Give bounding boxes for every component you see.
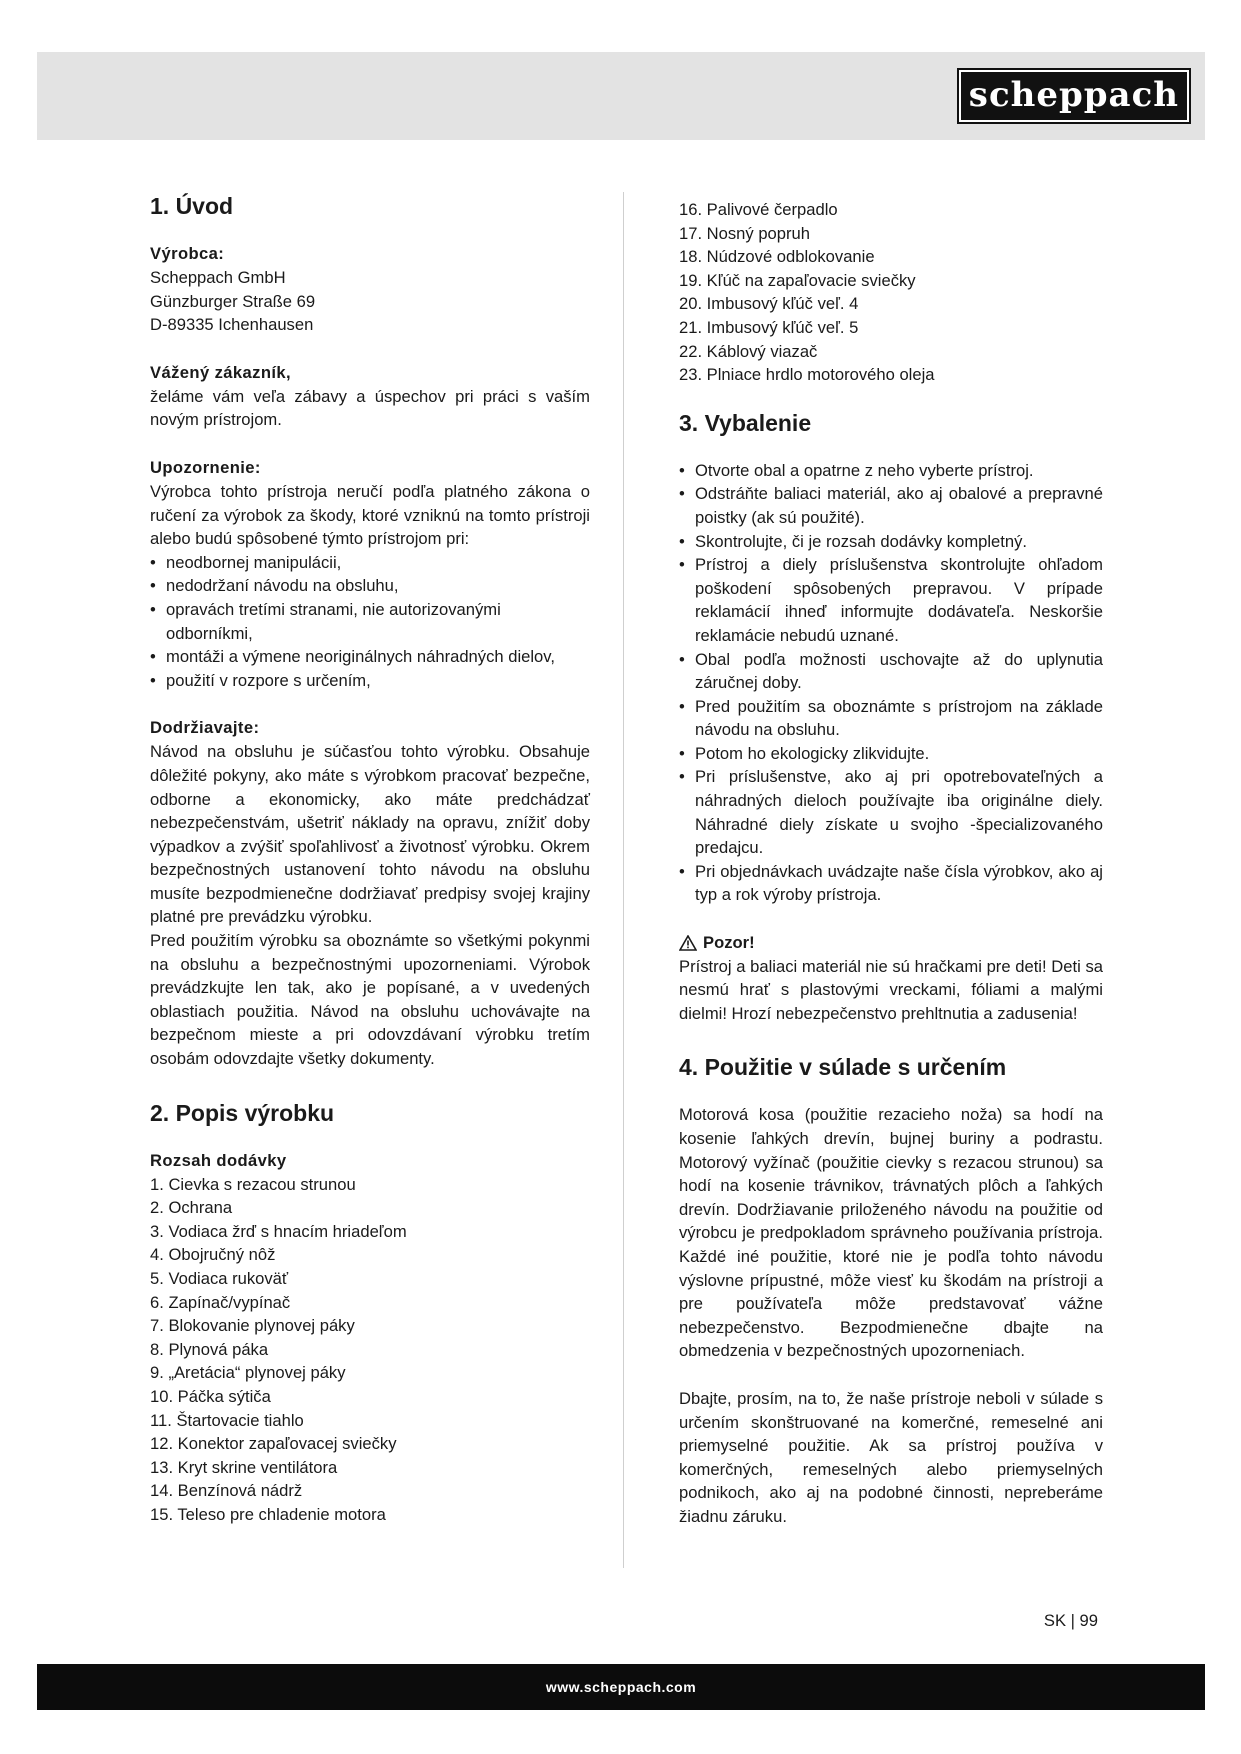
list-item: 6. Zapínač/vypínač bbox=[150, 1292, 291, 1312]
list-item: • Odstráňte baliaci materiál, ako aj obalové a prepravné poistky (ak sú použité). bbox=[679, 482, 1103, 529]
notice-list bbox=[150, 551, 590, 693]
list-item: 5. Vodiaca rukoväť bbox=[150, 1269, 289, 1288]
dear-customer-label: Vážený zákazník, bbox=[150, 362, 292, 382]
list-item: • Prístroj a diely príslušenstva skontrolujte ohľadom poškodení spôsobených prepravou. V prípade reklamácií ihneď informujte dodávateľa. Neskoršie reklamácie nebudú uznané. bbox=[679, 553, 1103, 647]
warning-triangle-icon bbox=[679, 935, 697, 951]
page-number: SK | 99 bbox=[1043, 1611, 1098, 1630]
list-item: 15. Teleso pre chladenie motora bbox=[150, 1504, 386, 1524]
right-column bbox=[679, 198, 1103, 1529]
observe-label: Dodržiavajte: bbox=[150, 718, 260, 738]
parts-list bbox=[150, 1173, 590, 1527]
list-item: 12. Konektor zapaľovacej sviečky bbox=[150, 1434, 397, 1454]
list-item: 7. Blokovanie plynovej páky bbox=[150, 1316, 355, 1336]
intended-use-heading: 4. Použitie v súlade s určením bbox=[679, 1054, 1007, 1081]
warning-text: Prístroj a baliaci materiál nie sú hračkami pre deti! Deti sa nesmú hrať s plastovými vreckami, fóliami a malými dielmi! Hrozí nebezpečenstvo prehltnutia a zadusenia! bbox=[679, 956, 1103, 1023]
list-item: 21. Imbusový kľúč veľ. 5 bbox=[679, 317, 859, 337]
list-item: • Pri príslušenstve, ako aj pri opotrebovateľných a náhradných dieloch používajte iba originálne diely. Náhradné diely získate u svojho -špecializovaného predajcu. bbox=[679, 765, 1103, 859]
parts-list-continued bbox=[679, 198, 1103, 387]
intro-heading: 1. Úvod bbox=[150, 193, 234, 219]
list-item: 13. Kryt skrine ventilátora bbox=[150, 1457, 338, 1477]
list-item: 22. Káblový viazač bbox=[679, 341, 818, 361]
list-item: 8. Plynová páka bbox=[150, 1339, 269, 1359]
list-item: • Obal podľa možnosti uschovajte až do uplynutia záručnej doby. bbox=[679, 648, 1103, 695]
notice-text: Výrobca tohto prístroja neručí podľa platného zákona o ručení za výrobok za škody, ktoré vzniknú na tomto prístroji alebo budú spôsobené týmto prístrojom pri: bbox=[150, 481, 590, 549]
list-item: 11. Štartovacie tiahlo bbox=[150, 1410, 304, 1430]
notice-label: Upozornenie: bbox=[150, 457, 261, 477]
footer-band bbox=[37, 1664, 1205, 1710]
manufacturer-line: D-89335 Ichenhausen bbox=[150, 315, 314, 335]
warning-label: Pozor! bbox=[703, 933, 755, 953]
observe-text: Návod na obsluhu je súčasťou tohto výrobku. Obsahuje dôležité pokyny, ako máte s výrobkom pracovať bezpečne, odborne a ekonomicky, ako máte predchádzať nebezpečenstvám, ušetriť náklady na opravu, znížiť doby výpadkov a zvýšiť spoľahlivosť a životnosť výrobku. Okrem bezpečnostných ustanovení tohto návodu na obsluhu musíte bezpodmienečne dodržiavať predpisy svojej krajiny platné pre prevádzku výrobku. bbox=[150, 742, 590, 927]
list-item: 20. Imbusový kľúč veľ. 4 bbox=[679, 294, 859, 314]
scope-label: Rozsah dodávky bbox=[150, 1150, 287, 1170]
unpacking-list bbox=[679, 459, 1103, 907]
list-item: • Pred použitím sa oboznámte s prístrojom na základe návodu na obsluhu. bbox=[679, 695, 1103, 742]
list-item: 1. Cievka s rezacou strunou bbox=[150, 1174, 356, 1194]
list-item: 9. „Aretácia“ plynovej páky bbox=[150, 1363, 346, 1383]
column-divider bbox=[623, 192, 624, 1568]
dear-customer-text: želáme vám veľa zábavy a úspechov pri práci s vaším novým prístrojom. bbox=[150, 386, 590, 430]
list-item: • opravách tretími stranami, nie autorizovanými odborníkmi, bbox=[150, 598, 590, 645]
manufacturer-label: Výrobca: bbox=[150, 244, 225, 263]
list-item: • Skontrolujte, či je rozsah dodávky kompletný. bbox=[679, 530, 1103, 554]
list-item: • Pri objednávkach uvádzajte naše čísla výrobkov, ako aj typ a rok výroby prístroja. bbox=[679, 860, 1103, 907]
list-item: 18. Núdzové odblokovanie bbox=[679, 247, 875, 267]
list-item: 3. Vodiaca žrď s hnacím hriadeľom bbox=[150, 1221, 407, 1241]
list-item: 4. Obojručný nôž bbox=[150, 1245, 276, 1265]
intended-use-paragraph: Motorová kosa (použitie rezacieho noža) sa hodí na kosenie ľahkých drevín, bujnej buriny a podrastu. Motorový vyžínač (použitie cievky s rezacou strunou) sa hodí na kosenie trávnikov, trávnatých plôch a ľahkých drevín. Dodržiavanie priloženého návodu na použitie od výrobcu je predpokladom správneho používania prístroja. Každé iné použitie, ktoré nie je podľa tohto návodu výslovne prípustné, môže viesť ku škodám na prístroji a pre používateľa môže predstavovať vážne nebezpečenstvo. Bezpodmienečne dbajte na obmedzenia v bezpečnostných upozorneniach. bbox=[679, 1105, 1103, 1361]
intended-use-paragraph: Dbajte, prosím, na to, že naše prístroje neboli v súlade s určením skonštruované na komerčné, remeselné ani priemyselné použitie. Ak sa prístroj používa v komerčných, remeselných alebo priemyselných podnikoch, ako aj na podobné činnosti, nepreberáme žiadnu záruku. bbox=[679, 1388, 1103, 1526]
list-item: 2. Ochrana bbox=[150, 1198, 233, 1218]
header-band bbox=[37, 52, 1205, 140]
description-heading: 2. Popis výrobku bbox=[150, 1099, 335, 1126]
list-item: 16. Palivové čerpadlo bbox=[679, 200, 838, 219]
list-item: 17. Nosný popruh bbox=[679, 223, 810, 243]
list-item: • Potom ho ekologicky zlikvidujte. bbox=[679, 742, 1103, 766]
unpacking-heading: 3. Vybalenie bbox=[679, 409, 812, 436]
list-item: • nedodržaní návodu na obsluhu, bbox=[150, 574, 590, 598]
list-item: 19. Kľúč na zapaľovacie sviečky bbox=[679, 270, 916, 290]
list-item: • neodbornej manipulácii, bbox=[150, 551, 590, 575]
list-item: • montáži a výmene neoriginálnych náhradných dielov, bbox=[150, 645, 590, 669]
left-column bbox=[150, 192, 590, 1527]
list-item: 10. Páčka sýtiča bbox=[150, 1386, 271, 1406]
scheppach-logo: scheppach bbox=[957, 68, 1191, 124]
warning-title bbox=[679, 931, 1103, 955]
list-item: • Otvorte obal a opatrne z neho vyberte prístroj. bbox=[679, 459, 1103, 483]
manufacturer-line: Scheppach GmbH bbox=[150, 268, 286, 287]
website-link[interactable]: www.scheppach.com bbox=[545, 1679, 697, 1695]
observe-text-2: Pred použitím výrobku sa oboznámte so všetkými pokynmi na obsluhu a bezpečnostnými upozorneniami. Výrobok prevádzkujte len tak, ako je popísané, a v uvedených oblastiach použitia. Návod na obsluhu uchovávajte na bezpečnom mieste a pri odovzdávaní výrobku tretím osobám odovzdajte všetky dokumenty. bbox=[150, 931, 590, 1069]
list-item: 14. Benzínová nádrž bbox=[150, 1481, 303, 1501]
list-item: • použití v rozpore s určením, bbox=[150, 669, 590, 693]
list-item: 23. Plniace hrdlo motorového oleja bbox=[679, 365, 935, 385]
manufacturer-line: Günzburger Straße 69 bbox=[150, 291, 316, 311]
